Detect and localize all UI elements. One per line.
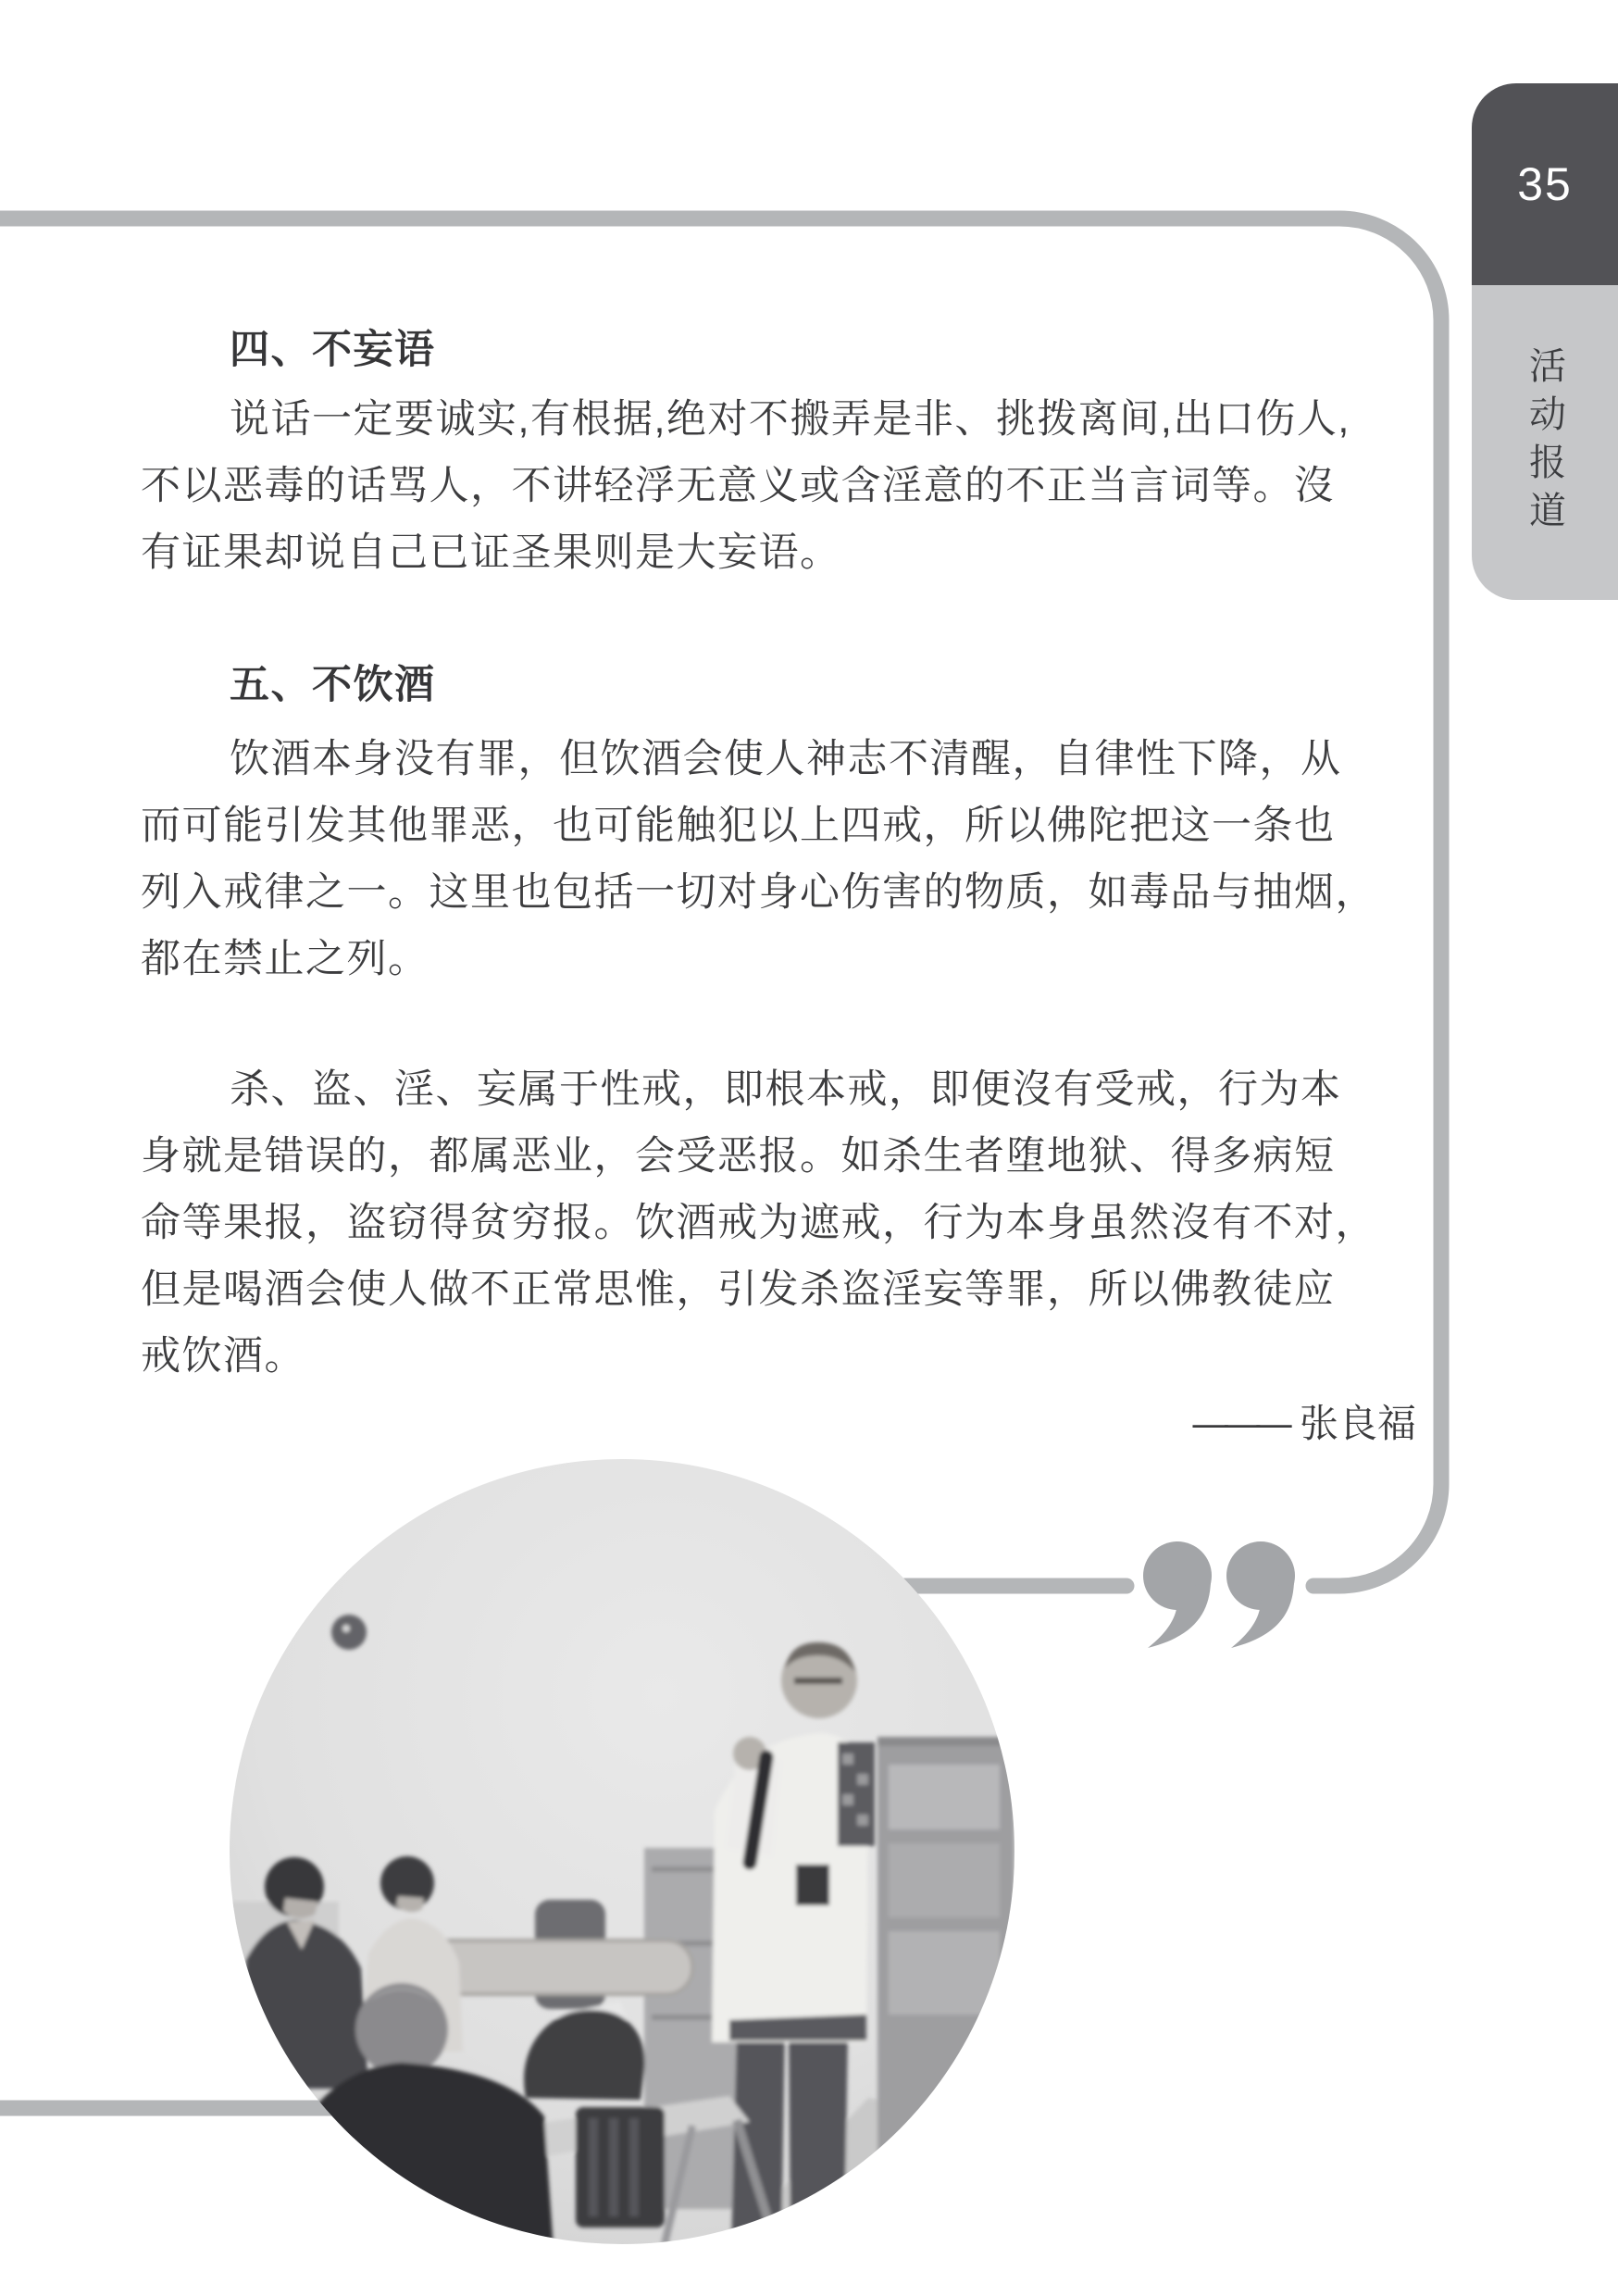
paragraph-no-alcohol [141,726,1381,992]
section-heading-4 [141,317,1381,383]
section-label: 活动报道 [1524,346,1565,539]
body-line: 列入戒律之一。这里也包括一切对身心伤害的物质，如毒品与抽烟， [141,870,1376,915]
body-line: 而可能引发其他罪恶，也可能触犯以上四戒，所以佛陀把这一条也 [141,804,1336,848]
body-line: 杀、盗、淫、妄属于性戒，即根本戒，即便沒有受戒，行为本 [230,1067,1342,1112]
section-heading-5 [141,652,1381,718]
body-line: 饮酒本身没有罪，但饮酒会使人神志不清醒，自律性下降，从 [230,737,1342,781]
wall-clock [331,1615,367,1650]
attribution-name: 张良福 [1299,1401,1416,1446]
paragraph-no-lying [141,386,1381,586]
body-line: 命等果报，盗窃得贫穷报。饮酒戒为遮戒，行为本身虽然沒有不对， [141,1201,1376,1245]
body-line: 但是喝酒会使人做不正常思惟，引发杀盗淫妄等罪，所以佛教徒应 [141,1267,1336,1312]
section-tab [1472,285,1618,600]
body-line: 身就是错误的，都属恶业，会受恶报。如杀生者堕地狱、得多病短 [141,1134,1336,1179]
body-line: 戒饮酒。 [141,1334,305,1379]
event-photo [230,1459,1014,2244]
page-number: 35 [1517,158,1573,210]
body-line: 说话一定要诚实,有根据,绝对不搬弄是非、挑拨离间,出口伤人, [230,397,1350,442]
attribution-dash: ——— [1190,1401,1287,1446]
body-line: 有证果却说自己已证圣果则是大妄语。 [141,530,841,575]
heading-text: 五、不饮酒 [230,663,436,707]
attribution [1191,1391,1416,1457]
quote-icon [1143,1541,1295,1648]
paragraph-summary [141,1056,1381,1390]
page-number-tab [1472,83,1618,285]
heading-text: 四、不妄语 [230,328,436,372]
body-line: 都在禁止之列。 [141,937,429,981]
body-line: 不以恶毒的话骂人，不讲轻浮无意义或含淫意的不正当言词等。沒 [141,464,1336,508]
